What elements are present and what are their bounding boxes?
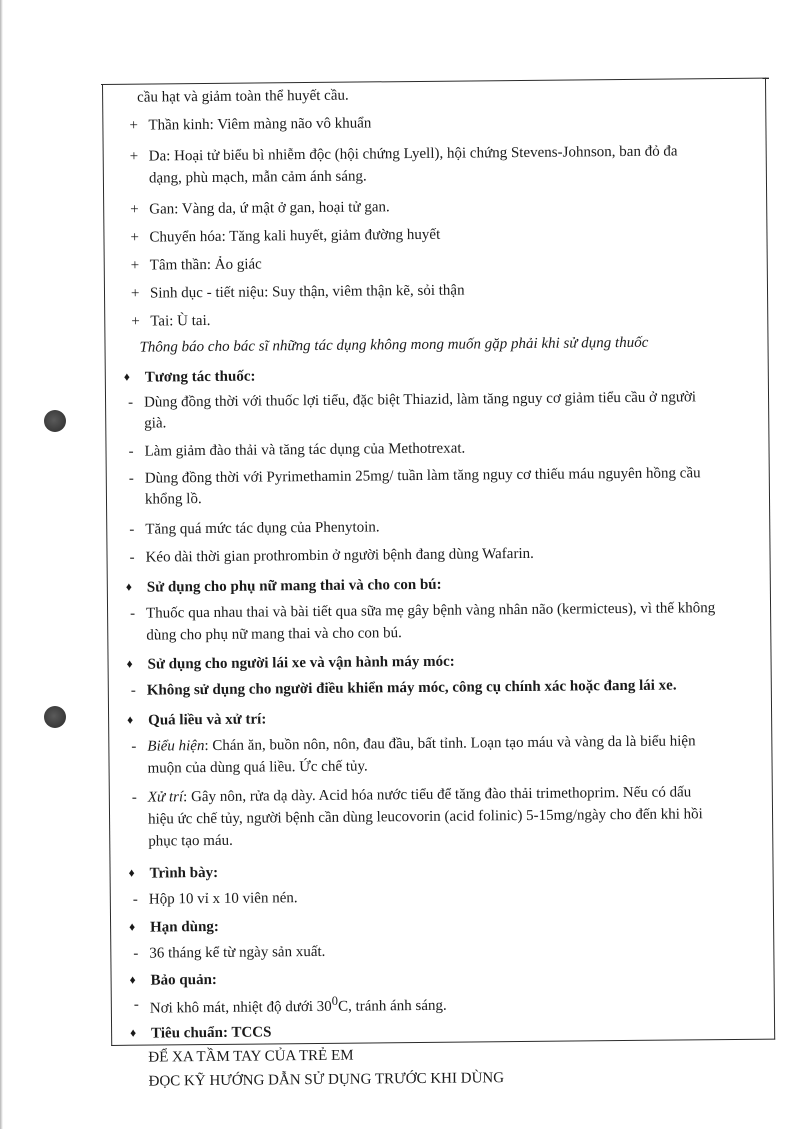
- bullet-marker: ♦: [129, 919, 136, 934]
- scan-page-edge: [0, 0, 3, 1129]
- heading-text: Tiêu chuẩn: TCCS: [151, 1024, 272, 1042]
- line-text: Thuốc qua nhau thai và bài tiết qua sữa mẹ gây bệnh vàng nhân não (kermicteus), vì thế không: [146, 600, 716, 622]
- line-text: [150, 989, 752, 1019]
- heading-text: Tương tác thuốc:: [144, 368, 256, 386]
- bullet-marker: ♦: [126, 656, 133, 671]
- heading-text: Bảo quản:: [150, 971, 217, 989]
- dash-marker: -: [128, 443, 134, 460]
- dash-marker: -: [127, 394, 134, 411]
- bullet-marker: ♦: [128, 865, 135, 880]
- heading-text: Sử dụng cho người lái xe và vận hành máy móc:: [147, 653, 455, 673]
- dash-marker: -: [131, 738, 137, 755]
- line-text: Không sử dụng cho người điều khiển máy móc, công cụ chính xác hoặc đang lái xe.: [146, 677, 677, 699]
- section-heading-driving: [108, 649, 748, 675]
- plus-marker: +: [129, 117, 138, 134]
- continuation-line: [103, 82, 743, 108]
- treatment-text: : Gây nôn, rửa dạ dày. Acid hóa nước tiểu để tăng đào thải trimethoprim. Nếu có dấu: [183, 784, 692, 806]
- line-text: dạng, phù mạch, mẫn cảm ánh sáng.: [148, 168, 367, 187]
- line-text: ĐỌC KỸ HƯỚNG DẪN SỬ DỤNG TRƯỚC KHI DÙNG: [148, 1070, 505, 1090]
- line-text: Dùng đồng thời với thuốc lợi tiểu, đặc biệt Thiazid, làm tăng nguy cơ giảm tiểu cầu ở người: [143, 389, 697, 411]
- line-text: Dùng đồng thời với Pyrimethamin 25mg/ tuần làm tăng nguy cơ thiếu máu nguyên hồng cầu: [144, 465, 701, 487]
- line-text: khổng lồ.: [144, 491, 202, 508]
- symptoms-text: : Chán ăn, buồn nôn, nôn, đau đầu, bất tỉnh. Loạn tạo máu và vàng da là biểu hiện: [204, 733, 696, 755]
- list-item: [107, 542, 747, 568]
- warning-read-instructions: [112, 1066, 752, 1092]
- dash-marker: -: [128, 470, 134, 487]
- line-text: Gan: Vàng da, ứ mật ở gan, hoại tử gan.: [149, 199, 390, 218]
- dash-marker: -: [132, 891, 138, 908]
- section-heading-interactions: [106, 362, 746, 388]
- document-body: [103, 87, 767, 1090]
- punch-hole-bottom: [44, 706, 66, 728]
- plus-marker: +: [129, 148, 139, 165]
- line-text: Làm giảm đào thải và tăng tác dụng của Methotrexat.: [144, 440, 466, 460]
- plus-marker: +: [130, 201, 139, 218]
- section-heading-pregnancy: [108, 572, 748, 598]
- dash-marker: -: [133, 945, 139, 962]
- bullet-marker: ♦: [130, 1025, 137, 1040]
- plus-marker: +: [130, 257, 140, 274]
- list-item: [111, 884, 751, 910]
- dash-marker: -: [133, 996, 139, 1013]
- line-text: Chuyển hóa: Tăng kali huyết, giảm đường huyết: [149, 226, 441, 246]
- line-text: Thần kinh: Viêm màng não vô khuẩn: [148, 115, 372, 134]
- list-item: [104, 222, 744, 248]
- plus-marker: +: [131, 313, 140, 330]
- section-heading-standard: [112, 1018, 752, 1044]
- list-item-continuation: [110, 826, 750, 852]
- line-text: phục tạo máu.: [148, 832, 233, 850]
- line-text: 36 tháng kể từ ngày sản xuất.: [149, 943, 326, 962]
- section-heading-shelf-life: [111, 912, 751, 938]
- list-item: [106, 436, 746, 462]
- list-item: [111, 938, 751, 964]
- bullet-marker: ♦: [127, 712, 134, 727]
- notice-line: [105, 332, 745, 358]
- plus-marker: +: [130, 229, 140, 246]
- line-text: Tai: Ù tai.: [150, 312, 211, 330]
- punch-hole-top: [44, 410, 66, 432]
- line-text: muộn của dùng quá liều. Ức chế tủy.: [147, 758, 368, 777]
- line-text: Sinh dục - tiết niệu: Suy thận, viêm thận kẽ, sỏi thận: [149, 282, 465, 302]
- treatment-label: Xử trí: [147, 789, 184, 806]
- list-item: [107, 514, 747, 540]
- line-text: Hộp 10 vỉ x 10 viên nén.: [148, 890, 298, 908]
- list-item: [105, 306, 745, 332]
- list-item: [109, 675, 749, 701]
- list-item: [105, 278, 745, 304]
- line-text: dùng cho phụ nữ mang thai và cho con bú.: [146, 625, 402, 644]
- storage-text-post: C, tránh ánh sáng.: [337, 997, 447, 1015]
- heading-text: Trình bày:: [149, 864, 219, 882]
- document-frame: [102, 78, 775, 1090]
- list-item-continuation: [109, 753, 749, 779]
- line-text: Thông báo cho bác sĩ những tác dụng không mong muốn gặp phải khi sử dụng thuốc: [139, 334, 649, 356]
- list-item: [104, 194, 744, 220]
- section-heading-overdose: [109, 705, 749, 731]
- heading-text: Hạn dùng:: [150, 918, 219, 936]
- storage-text-pre: Nơi khô mát, nhiệt độ dưới 30: [149, 998, 332, 1017]
- line-text: già.: [144, 415, 167, 432]
- list-item: [103, 110, 743, 136]
- line-text: Tâm thần: Ảo giác: [149, 256, 262, 274]
- heading-text: Sử dụng cho phụ nữ mang thai và cho con bú:: [146, 576, 442, 596]
- dash-marker: -: [130, 605, 136, 622]
- bullet-marker: ♦: [123, 369, 131, 384]
- storage-degree-superscript: 0: [331, 993, 339, 1008]
- line-text: ĐỂ XA TẦM TAY CỦA TRẺ EM: [148, 1047, 354, 1066]
- dash-marker: -: [130, 682, 136, 699]
- line-text: Kéo dài thời gian prothrombin ở người bệnh đang dùng Wafarin.: [145, 545, 534, 566]
- list-item: [112, 989, 752, 1019]
- section-heading-storage: [112, 965, 752, 991]
- list-item-continuation: [104, 163, 744, 189]
- bullet-marker: ♦: [129, 972, 136, 987]
- section-heading-presentation: [110, 858, 750, 884]
- plus-marker: +: [130, 285, 140, 302]
- line-text: cầu hạt và giảm toàn thể huyết cầu.: [137, 87, 349, 106]
- line-text: Da: Hoại tử biểu bì nhiễm độc (hội chứng Lyell), hội chứng Stevens-Johnson, ban đỏ đa: [148, 143, 678, 165]
- warning-keep-away: [112, 1042, 752, 1068]
- bullet-marker: ♦: [125, 579, 133, 594]
- line-text: Tăng quá mức tác dụng của Phenytoin.: [145, 519, 380, 538]
- list-item: [105, 250, 745, 276]
- dash-marker: -: [129, 549, 135, 566]
- symptoms-label: Biểu hiện: [147, 738, 205, 755]
- heading-text: Quá liều và xử trí:: [148, 711, 267, 729]
- list-item-continuation: [108, 620, 748, 646]
- line-text: hiệu ức chế tủy, người bệnh cần dùng leucovorin (acid folinic) 5-15mg/ngày cho đến khi hồi: [147, 806, 703, 828]
- dash-marker: -: [129, 521, 135, 538]
- dash-marker: -: [131, 789, 137, 806]
